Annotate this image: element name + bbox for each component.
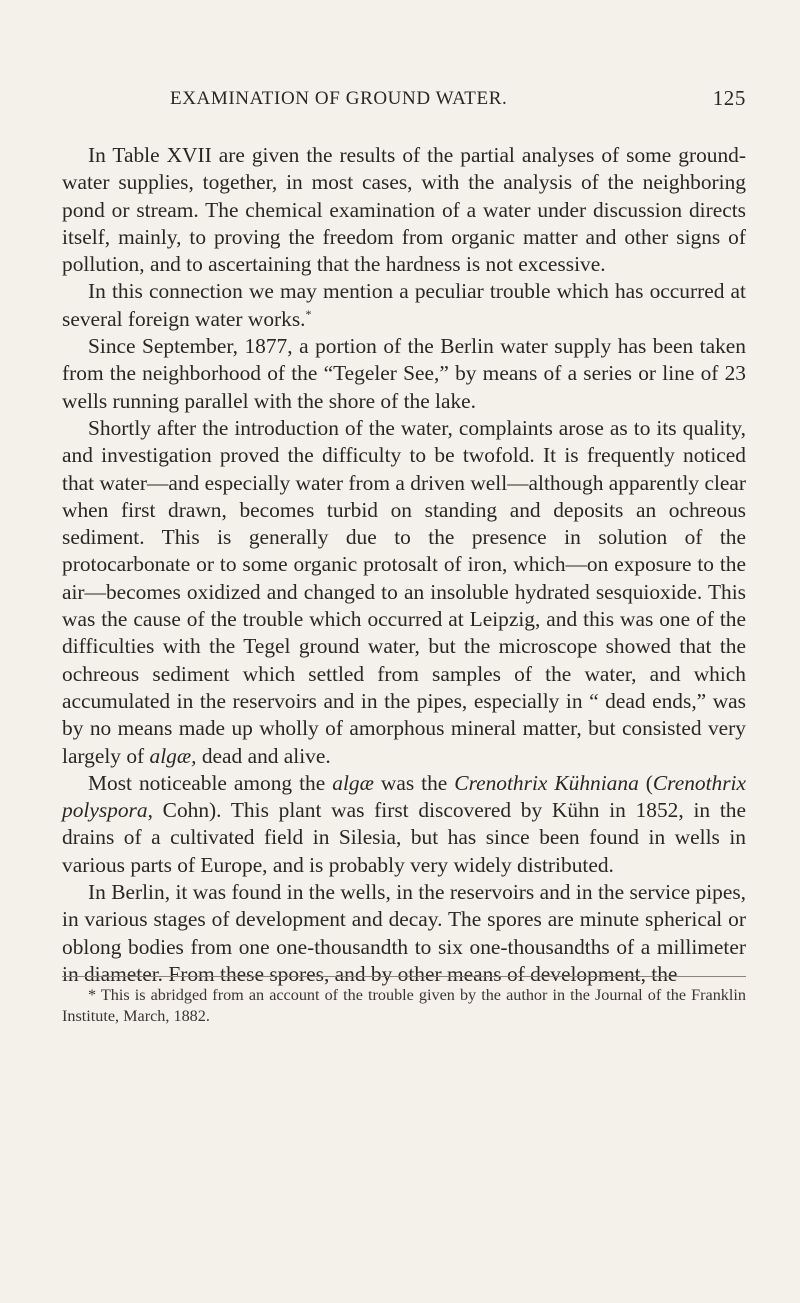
paragraph-berlin-supply: Since September, 1877, a portion of the Berlin water supply has been taken from the neighborhood of the “Tegeler See,” by means of a series or line of 23 wells running parallel with the shore of the lake. bbox=[62, 334, 746, 413]
italic-species-name: Crenothrix Kühniana bbox=[454, 770, 639, 795]
paragraph-peculiar-trouble: In this connection we may mention a peculiar trouble which has occurred at several foreign water works.* bbox=[62, 279, 746, 331]
paragraph-table-xvii: In Table XVII are given the results of the partial analyses of some ground-water supplies, together, in most cases, with the analysis of the neighboring pond or stream. The chemical examination of a water under discussion directs itself, mainly, to proving the freedom from organic matter and other signs of pollution, and to ascertaining that the hardness is not excessive. bbox=[62, 143, 746, 277]
footnote-marker: * bbox=[305, 306, 312, 321]
paragraph-complaints: Shortly after the introduction of the water, complaints arose as to its quality, and investigation proved the difficulty to be twofold. It is frequently noticed that water—and especially water from a driven well—although apparently clear when first drawn, becomes turbid on standing and deposits an ochreous sediment. This is generally due to the presence in solution of the protocarbonate or to some organic protosalt of iron, which—on exposure to the air—becomes oxidized and changed to an insoluble hydrated sesquioxide. This was the cause of the trouble which occurred at Leipzig, and this was one of the difficulties with the Tegel ground water, but the microscope showed that the ochreous sediment which settled from samples of the water, and which accumulated in the reservoirs and in the pipes, especially in “ dead ends,” was by no means made up wholly of amorphous mineral matter, but consisted very largely of algæ, dead and alive. bbox=[62, 415, 746, 768]
footnote-divider bbox=[62, 976, 746, 977]
paragraph-spores: In Berlin, it was found in the wells, in the reservoirs and in the service pipes, in various stages of development and decay. The spores are minute spherical or oblong bodies from one one-thousandth to six one-thousandths of a millimeter in diameter. From these spores, and by other means of development, the bbox=[62, 880, 746, 986]
italic-species-synonym: Crenothrix polyspora bbox=[62, 770, 746, 823]
paragraph-crenothrix: Most noticeable among the algæ was the Crenothrix Kühniana (Crenothrix polyspora, Cohn). This plant was first discovered by Kühn in 1852, in the drains of a cultivated field in Silesia, but has since been found in wells in various parts of Europe, and is probably very widely distributed. bbox=[62, 770, 746, 877]
italic-algae: algæ, bbox=[149, 743, 197, 768]
footnote bbox=[62, 985, 746, 1027]
running-title: EXAMINATION OF GROUND WATER. bbox=[170, 88, 508, 109]
page-number: 125 bbox=[712, 86, 746, 110]
body-text bbox=[62, 142, 746, 988]
footnote-text: * This is abridged from an account of the trouble given by the author in the Journal of the Franklin Institute, March, 1882. bbox=[62, 986, 746, 1025]
italic-algae: algæ bbox=[332, 770, 374, 795]
